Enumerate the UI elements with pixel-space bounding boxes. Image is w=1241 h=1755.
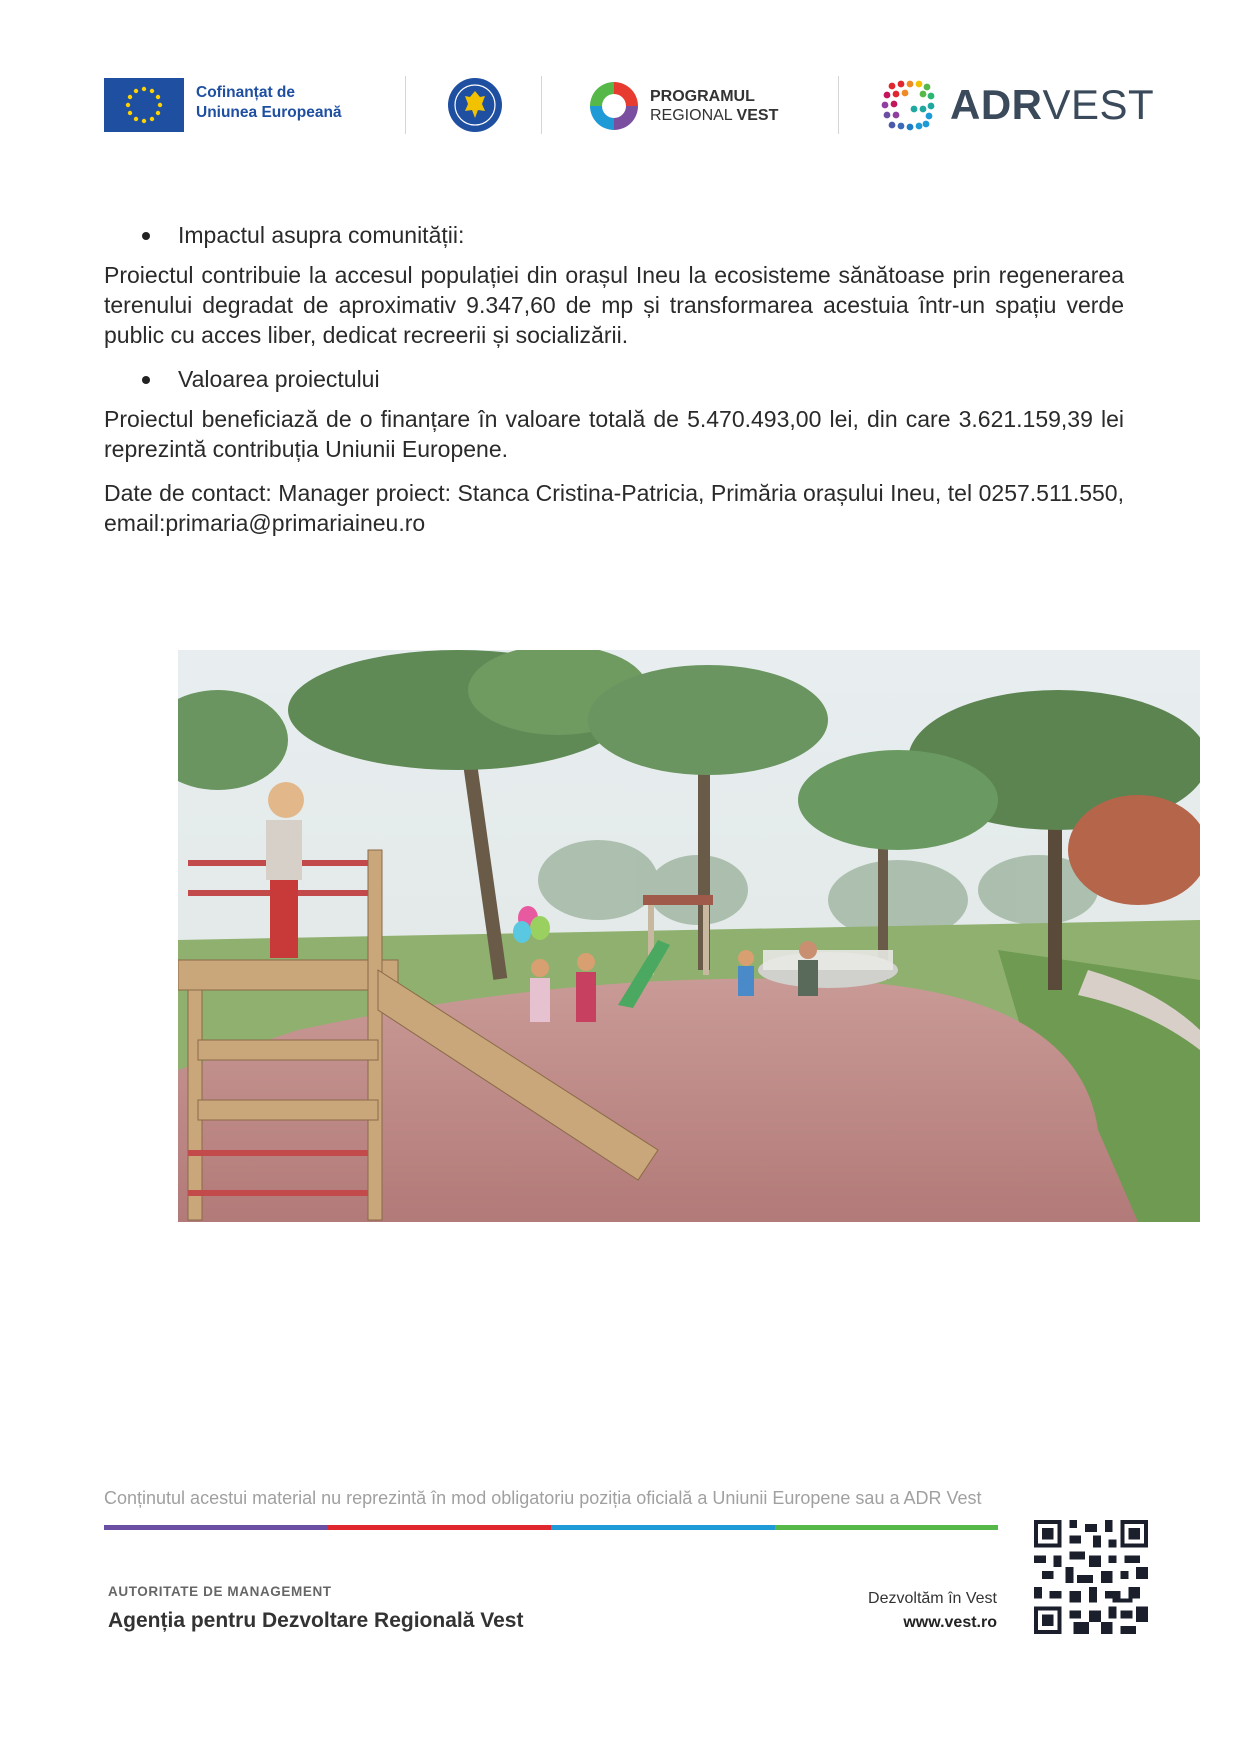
color-bar-blue: [551, 1525, 775, 1530]
footer-slogan: Dezvoltăm în Vest: [868, 1590, 997, 1607]
eu-disclaimer: Conținutul acestui material nu reprezintă în mod obligatoriu poziția oficială a Uniunii Europene sau a ADR Vest: [104, 1488, 982, 1508]
paragraph-project-value: Proiectul beneficiază de o finanțare în valoare totală de 5.470.493,00 lei, din care 3.621.159,39 lei reprezintă contribuția Uniunii Europene.: [104, 406, 1124, 462]
paragraph-contact: Date de contact: Manager proiect: Stanca Cristina-Patricia, Primăria orașului Ineu, tel 0257.511.550, email:primaria@primariaineu.ro: [104, 480, 1124, 536]
document-body: [104, 220, 1124, 552]
qr-code-icon[interactable]: [1034, 1520, 1148, 1634]
authority-name: Agenția pentru Dezvoltare Regională Vest: [108, 1609, 524, 1632]
header-logos: [104, 74, 1155, 136]
color-bar-red: [328, 1525, 552, 1530]
program-line-1: PROGRAMUL: [650, 88, 755, 105]
logo-divider: [405, 76, 406, 134]
authority-label: AUTORITATE DE MANAGEMENT: [108, 1584, 332, 1599]
program-name: [650, 87, 778, 125]
adr-wordmark-light: VEST: [1042, 81, 1155, 128]
footer-website-link[interactable]: www.vest.ro: [903, 1614, 997, 1631]
program-line-2-light: REGIONAL: [650, 107, 737, 124]
eu-line-2: Uniunea Europeană: [196, 104, 342, 121]
adr-dots-icon: [880, 78, 936, 134]
eu-line-1: Cofinanțat de: [196, 84, 296, 101]
program-line-2-bold: VEST: [736, 107, 779, 124]
program-logo-icon: [586, 78, 642, 134]
eu-cofinancing-text: [196, 83, 342, 123]
footer-color-bar: [104, 1525, 998, 1530]
logo-divider: [838, 76, 839, 134]
adr-vest-wordmark: [950, 77, 1154, 133]
logo-divider: [541, 76, 542, 134]
bullet-project-value: Valoarea proiectului: [104, 364, 1124, 394]
park-rendering-image: [178, 650, 1200, 1222]
color-bar-purple: [104, 1525, 328, 1530]
government-seal-icon: [447, 77, 503, 133]
eu-flag-icon: [104, 78, 184, 132]
adr-wordmark-bold: ADR: [950, 81, 1043, 128]
paragraph-community-impact: Proiectul contribuie la accesul populației din orașul Ineu la ecosisteme sănătoase prin regenerarea terenului degradat de aproximativ 9.347,60 de mp și transformarea acestuia într-un spațiu verde public cu acces liber, dedicat recreerii și socializării.: [104, 262, 1124, 348]
bullet-community-impact: Impactul asupra comunității:: [104, 220, 1124, 250]
color-bar-green: [775, 1525, 999, 1530]
